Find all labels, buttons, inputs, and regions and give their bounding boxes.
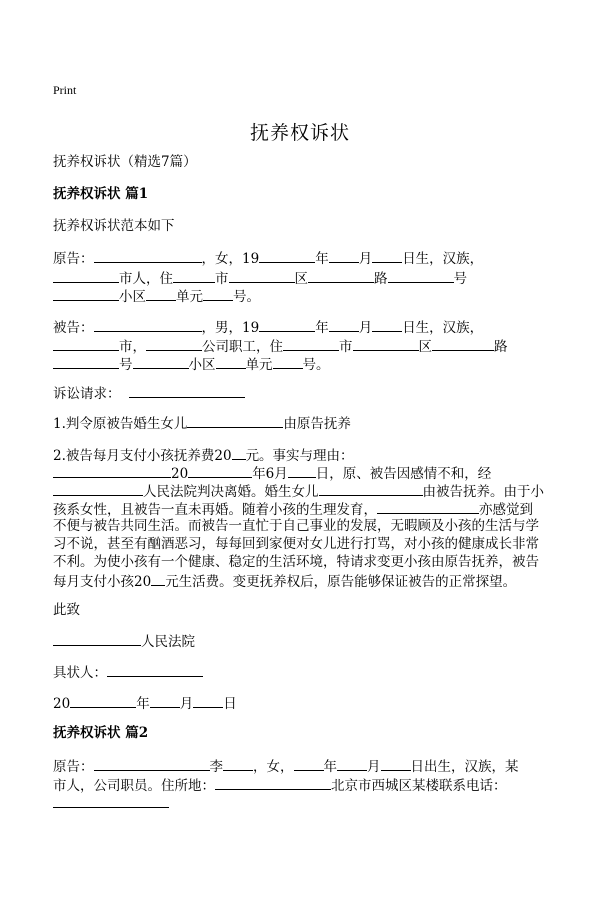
text: 单元 [176, 289, 203, 305]
text: 由被告抚养。由于小 [422, 484, 544, 500]
text: 号。 [302, 357, 330, 373]
date-line [53, 692, 553, 716]
blank-field[interactable] [94, 316, 202, 332]
text: 1.判令原被告婚生女儿 [53, 416, 188, 432]
plaintiff-label: 原告： [53, 251, 94, 267]
text: 小区 [188, 357, 216, 373]
text: 月 [358, 251, 373, 267]
text: 路 [374, 271, 388, 287]
text: 公司职工，住 [202, 339, 283, 355]
text: 年 [136, 696, 150, 712]
blank-field[interactable] [329, 247, 359, 263]
text: 市人，住 [119, 271, 173, 287]
text: 区 [418, 339, 432, 355]
blank-field[interactable] [53, 792, 169, 808]
blank-field[interactable] [381, 755, 411, 771]
text: 号 [453, 271, 467, 287]
facts-line-5: 习不说，甚至有酗酒恶习，每每回到家便对女儿进行打骂，对小孩的健康成长非常 [53, 536, 539, 552]
signer-line [53, 661, 553, 685]
text: 区 [294, 271, 308, 287]
text: 年 [323, 759, 337, 775]
text: 日 [223, 696, 237, 712]
text: 孩系女性，且被告一直未再婚。随着小孩的生理发育， [53, 502, 377, 518]
blank-field[interactable] [372, 316, 402, 332]
text: 市人，公司职员。住所地： [53, 778, 215, 794]
blank-field[interactable] [107, 661, 203, 677]
blank-field[interactable] [146, 285, 176, 301]
blank-field[interactable] [308, 267, 374, 283]
text: 20 [171, 466, 189, 482]
text: 单元 [245, 357, 273, 373]
blank-field[interactable] [53, 462, 171, 478]
blank-field[interactable] [329, 316, 359, 332]
text: 每月支付小孩20 [53, 574, 152, 590]
text: 市 [339, 339, 353, 355]
blank-field[interactable] [377, 498, 479, 514]
text: 年6月 [252, 466, 288, 482]
defendant-label: 被告： [53, 320, 94, 336]
section1-heading: 抚养权诉状 篇1 [53, 186, 149, 202]
defendant-line-3 [53, 353, 553, 377]
blank-field[interactable] [337, 755, 367, 771]
blank-field[interactable] [151, 570, 165, 586]
text: 日，原、被告因感情不和，经 [315, 466, 492, 482]
text: 2.被告每月支付小孩抚养费20 [53, 448, 232, 464]
blank-field[interactable] [203, 285, 233, 301]
blank-field[interactable] [173, 267, 215, 283]
text: 路 [494, 339, 508, 355]
blank-field[interactable] [432, 335, 494, 351]
blank-field[interactable] [294, 755, 324, 771]
facts-line-4: 不便与被告共同生活。而被告一直忙于自己事业的发展，无暇顾及小孩的生活与学 [53, 518, 539, 534]
claims-line [53, 382, 553, 406]
section1-intro: 抚养权诉状范本如下 [53, 218, 175, 234]
text: 人民法院 [141, 634, 195, 650]
blank-field[interactable] [53, 353, 119, 369]
blank-field[interactable] [288, 462, 316, 478]
blank-field[interactable] [223, 755, 253, 771]
text: 北京市西城区某楼联系电话： [331, 778, 507, 794]
text: ，女，19 [201, 251, 260, 267]
text: 号 [119, 357, 133, 373]
text: 亦感觉到 [479, 502, 533, 518]
text: 20 [53, 696, 71, 712]
blank-field[interactable] [193, 692, 223, 708]
blank-field[interactable] [53, 285, 119, 301]
text: 原告： [53, 759, 94, 775]
blank-field[interactable] [53, 335, 119, 351]
blank-field[interactable] [273, 353, 303, 369]
blank-field[interactable] [188, 462, 252, 478]
blank-field[interactable] [216, 353, 246, 369]
text: ，女， [253, 759, 294, 775]
blank-field[interactable] [129, 382, 245, 398]
blank-field[interactable] [232, 444, 246, 460]
text: 年 [315, 251, 329, 267]
blank-field[interactable] [353, 335, 419, 351]
blank-field[interactable] [94, 755, 210, 771]
text: 月 [179, 696, 194, 712]
text: 日生，汉族， [402, 320, 484, 336]
blank-field[interactable] [53, 267, 119, 283]
text: 市 [215, 271, 229, 287]
blank-field[interactable] [146, 335, 202, 351]
blank-field[interactable] [319, 480, 423, 496]
claim-1 [53, 412, 553, 436]
blank-field[interactable] [53, 480, 143, 496]
text: 小区 [119, 289, 146, 305]
subtitle: 抚养权诉状（精选7篇） [53, 154, 197, 170]
text: 人民法院判决离婚。婚生女儿 [143, 484, 319, 500]
blank-field[interactable] [187, 412, 283, 428]
page-title: 抚养权诉状 [249, 122, 350, 144]
plaintiff-line-3 [53, 285, 553, 309]
text: 日生，汉族， [402, 251, 484, 267]
facts-line-6: 不利。为使小孩有一个健康、稳定的生活环境，特请求变更小孩由原告抚养，被告 [53, 554, 539, 570]
text: 月 [367, 759, 381, 775]
blank-field[interactable] [133, 353, 189, 369]
text: 日出生，汉族，某 [410, 759, 519, 775]
blank-field[interactable] [215, 774, 331, 790]
text: 由原告抚养 [283, 416, 351, 432]
blank-field[interactable] [94, 247, 202, 263]
facts-line-7 [53, 570, 553, 594]
court-line [53, 630, 553, 654]
claims-label: 诉讼请求： [53, 386, 121, 402]
text: 元生活费。变更抚养权后，原告能够保证被告的正常探望。 [165, 574, 517, 590]
blank-field[interactable] [283, 335, 339, 351]
text: 市， [119, 339, 146, 355]
blank-field[interactable] [372, 247, 402, 263]
text: 号。 [233, 289, 260, 305]
text: 李 [209, 759, 223, 775]
blank-field[interactable] [150, 692, 180, 708]
text: 年 [315, 320, 329, 336]
blank-field[interactable] [53, 630, 141, 646]
blank-field[interactable] [70, 692, 136, 708]
blank-field[interactable] [229, 267, 295, 283]
print-label[interactable]: Print [53, 83, 77, 97]
section2-heading: 抚养权诉状 篇2 [53, 725, 149, 741]
blank-field[interactable] [388, 267, 454, 283]
blank-field[interactable] [259, 247, 315, 263]
section2-line-3 [53, 792, 553, 816]
text: 具状人： [53, 665, 107, 681]
closing: 此致 [53, 602, 80, 618]
blank-field[interactable] [259, 316, 315, 332]
text: ，男，19 [201, 320, 260, 336]
text: 元。事实与理由： [245, 448, 354, 464]
text: 月 [358, 320, 373, 336]
